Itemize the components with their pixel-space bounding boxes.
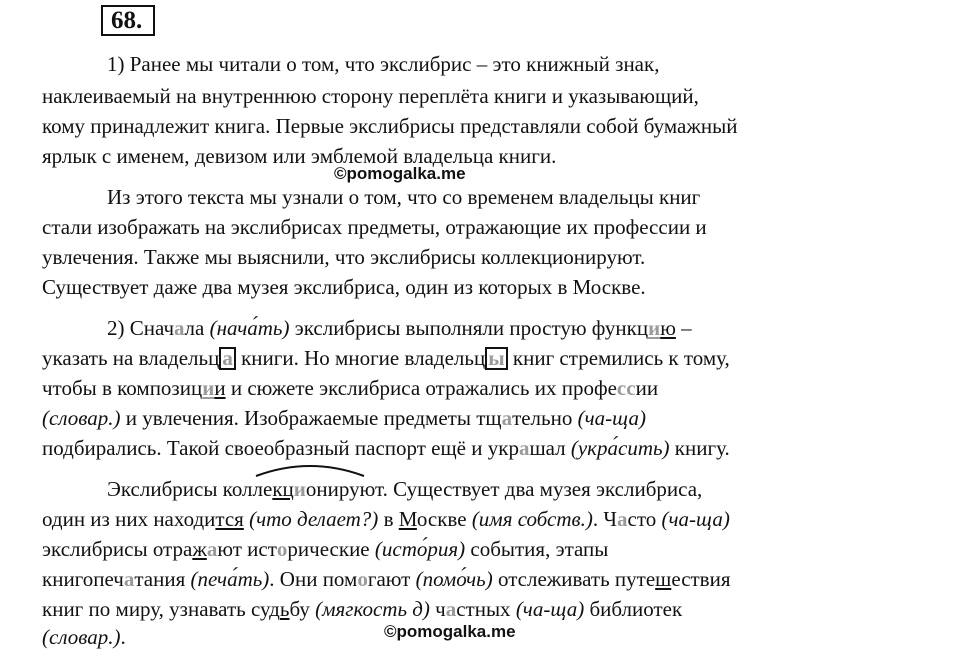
p4-line-1: Экслибрисы коллекционируют. Существует два музея экслибриса, xyxy=(107,477,703,501)
p3-line-1: 2) Сначала (нача́ть) экслибрисы выполняли простую функцию – xyxy=(107,316,692,340)
p1-line-4: ярлык с именем, девизом или эмблемой владельца книги. xyxy=(42,144,557,168)
p2-line-2: стали изображать на экслибрисах предметы, отражающие их профессии и xyxy=(42,215,707,239)
p2-line-4: Существует даже два музея экслибриса, один из которых в Москве. xyxy=(42,275,646,299)
p3-line-4: (словар.) и увлечения. Изображаемые предметы тщательно (ча-ща) xyxy=(42,406,646,430)
p3-line-5: подбирались. Такой своеобразный паспорт ещё и украшал (укра́сить) книгу. xyxy=(42,436,730,460)
p4-line-6: (словар.). xyxy=(42,625,126,649)
p4-line-3: экслибрисы отражают исторические (исто́рия) события, этапы xyxy=(42,537,609,561)
p2-line-3: увлечения. Также мы выяснили, что экслибрисы коллекционируют. xyxy=(42,245,646,269)
p1-line-2: наклеиваемый на внутреннюю сторону переплёта книги и указывающий, xyxy=(42,84,699,108)
p2-line-1: Из этого текста мы узнали о том, что со временем владельцы книг xyxy=(107,185,701,209)
p3-line-2: указать на владельц а книги. Но многие владельц ы книг стремились к тому, xyxy=(42,346,730,370)
exercise-number: 68. xyxy=(101,5,155,36)
p1-line-1: 1) Ранее мы читали о том, что экслибрис – это книжный знак, xyxy=(107,52,660,76)
p1-line-3: кому принадлежит книга. Первые экслибрисы представляли собой бумажный xyxy=(42,114,738,138)
watermark-top: ©pomogalka.me xyxy=(334,164,466,183)
watermark-bottom: ©pomogalka.me xyxy=(384,622,516,641)
p4-line-2: один из них находится (что делает?) в Москве (имя собств.). Часто (ча-ща) xyxy=(42,507,730,531)
p4-line-4: книгопечатания (печа́ть). Они помогают (помо́чь) отслеживать путешествия xyxy=(42,567,731,591)
p4-line-5: книг по миру, узнавать судьбу (мягкость д) частных (ча-ща) библиотек xyxy=(42,597,683,621)
p3-line-3: чтобы в композиции и сюжете экслибриса отражались их профессии xyxy=(42,376,659,400)
